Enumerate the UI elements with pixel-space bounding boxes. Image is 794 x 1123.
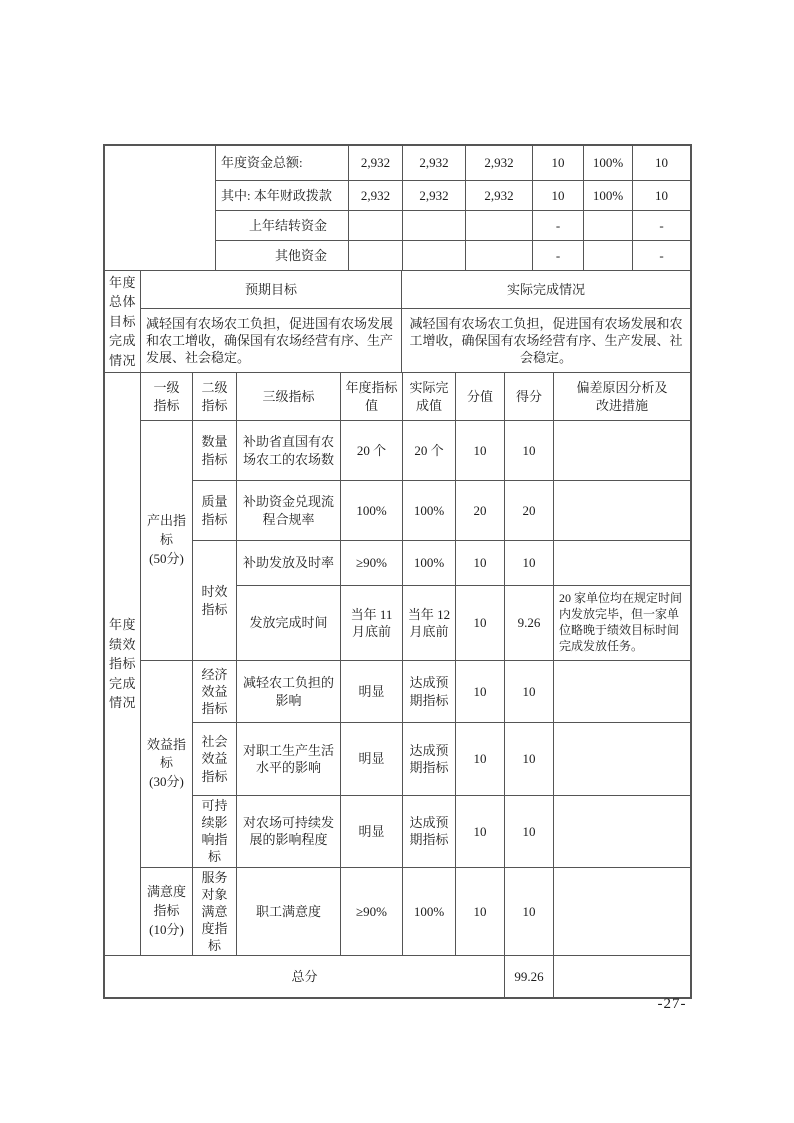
fund-points: 10	[533, 146, 584, 181]
indicator-section-label: 年度绩效指标完成情况	[105, 373, 141, 956]
level2-cell: 可持续影响指标	[193, 796, 237, 868]
expected-goal-header: 预期目标	[141, 271, 402, 309]
fund-actual-value	[466, 211, 533, 241]
total-score-value: 99.26	[505, 956, 554, 998]
fund-rate	[584, 241, 633, 271]
actual-cell: 100%	[403, 481, 456, 541]
target-cell: ≥90%	[341, 541, 403, 586]
header-level2: 二级指标	[193, 373, 237, 421]
expected-goal-text: 减轻国有农场农工负担，促进国有农场发展和农工增收，确保国有农场经营有序、生产发展、社会稳定。	[141, 309, 402, 373]
target-cell: ≥90%	[341, 867, 403, 956]
fund-left-merged-cell	[105, 146, 216, 271]
target-cell: 明显	[341, 661, 403, 723]
level1-weight: (10分)	[149, 921, 184, 937]
level1-benefit-indicator	[141, 661, 193, 868]
fund-row-label: 年度资金总额:	[216, 146, 349, 181]
level3-cell: 发放完成时间	[237, 586, 341, 661]
fund-rate: 100%	[584, 146, 633, 181]
fund-points: -	[533, 241, 584, 271]
score-cell: 10	[505, 867, 554, 956]
points-cell: 20	[456, 481, 505, 541]
actual-cell: 达成预期指标	[403, 661, 456, 723]
actual-completion-text: 减轻国有农场农工负担，促进国有农场发展和农工增收，确保国有农场经营有序、生产发展、社会稳定。	[402, 309, 691, 373]
target-cell: 明显	[341, 723, 403, 796]
fund-actual-value	[466, 241, 533, 271]
actual-cell: 达成预期指标	[403, 796, 456, 868]
fund-row-label: 上年结转资金	[216, 211, 349, 241]
fund-score: 10	[633, 146, 691, 181]
deviation-cell	[554, 867, 691, 956]
evaluation-table	[103, 144, 692, 999]
points-cell: 10	[456, 421, 505, 481]
fund-summary-table	[104, 145, 691, 271]
header-points: 分值	[456, 373, 505, 421]
level2-cell: 经济效益指标	[193, 661, 237, 723]
goal-section-label: 年度总体目标完成情况	[105, 271, 141, 373]
level3-cell: 减轻农工负担的影响	[237, 661, 341, 723]
deviation-cell	[554, 541, 691, 586]
fund-row-label: 其中: 本年财政拨款	[216, 181, 349, 211]
level3-cell: 补助资金兑现流程合规率	[237, 481, 341, 541]
deviation-cell	[554, 421, 691, 481]
level1-name: 满意度指标	[146, 884, 186, 919]
fund-budget-value	[349, 211, 403, 241]
score-cell: 10	[505, 661, 554, 723]
annual-goal-table	[104, 270, 691, 373]
fund-rate	[584, 211, 633, 241]
fund-budget-value: 2,932	[349, 146, 403, 181]
fund-adjusted-value	[403, 211, 466, 241]
actual-cell: 100%	[403, 867, 456, 956]
score-cell: 20	[505, 481, 554, 541]
target-cell: 100%	[341, 481, 403, 541]
level2-cell: 服务对象满意度指标	[193, 867, 237, 956]
performance-indicator-table	[104, 372, 691, 998]
fund-rate: 100%	[584, 181, 633, 211]
level3-cell: 补助发放及时率	[237, 541, 341, 586]
actual-cell: 100%	[403, 541, 456, 586]
actual-cell: 达成预期指标	[403, 723, 456, 796]
points-cell: 10	[456, 867, 505, 956]
deviation-cell	[554, 481, 691, 541]
fund-actual-value: 2,932	[466, 181, 533, 211]
points-cell: 10	[456, 796, 505, 868]
header-actual-value: 实际完成值	[403, 373, 456, 421]
fund-score: -	[633, 241, 691, 271]
level1-satisfaction-indicator	[141, 867, 193, 956]
level1-weight: (30分)	[149, 774, 184, 790]
fund-adjusted-value: 2,932	[403, 181, 466, 211]
fund-points: -	[533, 211, 584, 241]
level1-weight: (50分)	[149, 550, 184, 566]
score-cell: 10	[505, 796, 554, 868]
level2-cell: 数量指标	[193, 421, 237, 481]
deviation-cell	[554, 723, 691, 796]
fund-actual-value: 2,932	[466, 146, 533, 181]
score-cell: 10	[505, 421, 554, 481]
header-deviation: 偏差原因分析及改进措施	[554, 373, 691, 421]
level3-cell: 对农场可持续发展的影响程度	[237, 796, 341, 868]
fund-adjusted-value: 2,932	[403, 146, 466, 181]
points-cell: 10	[456, 723, 505, 796]
fund-score: -	[633, 211, 691, 241]
fund-points: 10	[533, 181, 584, 211]
deviation-cell	[554, 661, 691, 723]
points-cell: 10	[456, 586, 505, 661]
level1-name: 产出指标	[146, 513, 186, 548]
fund-score: 10	[633, 181, 691, 211]
score-cell: 9.26	[505, 586, 554, 661]
level1-output-indicator	[141, 421, 193, 661]
header-level1: 一级指标	[141, 373, 193, 421]
fund-adjusted-value	[403, 241, 466, 271]
score-cell: 10	[505, 723, 554, 796]
level3-cell: 职工满意度	[237, 867, 341, 956]
total-deviation-cell	[554, 956, 691, 998]
header-target-value: 年度指标值	[341, 373, 403, 421]
score-cell: 10	[505, 541, 554, 586]
actual-cell: 当年 12 月底前	[403, 586, 456, 661]
actual-completion-header: 实际完成情况	[402, 271, 691, 309]
level2-cell: 质量指标	[193, 481, 237, 541]
actual-cell: 20 个	[403, 421, 456, 481]
fund-budget-value	[349, 241, 403, 271]
points-cell: 10	[456, 541, 505, 586]
level3-cell: 对职工生产生活水平的影响	[237, 723, 341, 796]
fund-row-label: 其他资金	[216, 241, 349, 271]
deviation-cell: 20 家单位均在规定时间内发放完毕，但一家单位略晚于绩效目标时间完成发放任务。	[554, 586, 691, 661]
deviation-cell	[554, 796, 691, 868]
points-cell: 10	[456, 661, 505, 723]
target-cell: 当年 11 月底前	[341, 586, 403, 661]
fund-budget-value: 2,932	[349, 181, 403, 211]
level2-cell: 社会效益指标	[193, 723, 237, 796]
header-level3: 三级指标	[237, 373, 341, 421]
total-score-label: 总分	[105, 956, 505, 998]
level2-cell: 时效指标	[193, 541, 237, 661]
target-cell: 明显	[341, 796, 403, 868]
page-number: -27-	[657, 996, 687, 1012]
level3-cell: 补助省直国有农场农工的农场数	[237, 421, 341, 481]
header-score: 得分	[505, 373, 554, 421]
level1-name: 效益指标	[146, 736, 186, 771]
target-cell: 20 个	[341, 421, 403, 481]
